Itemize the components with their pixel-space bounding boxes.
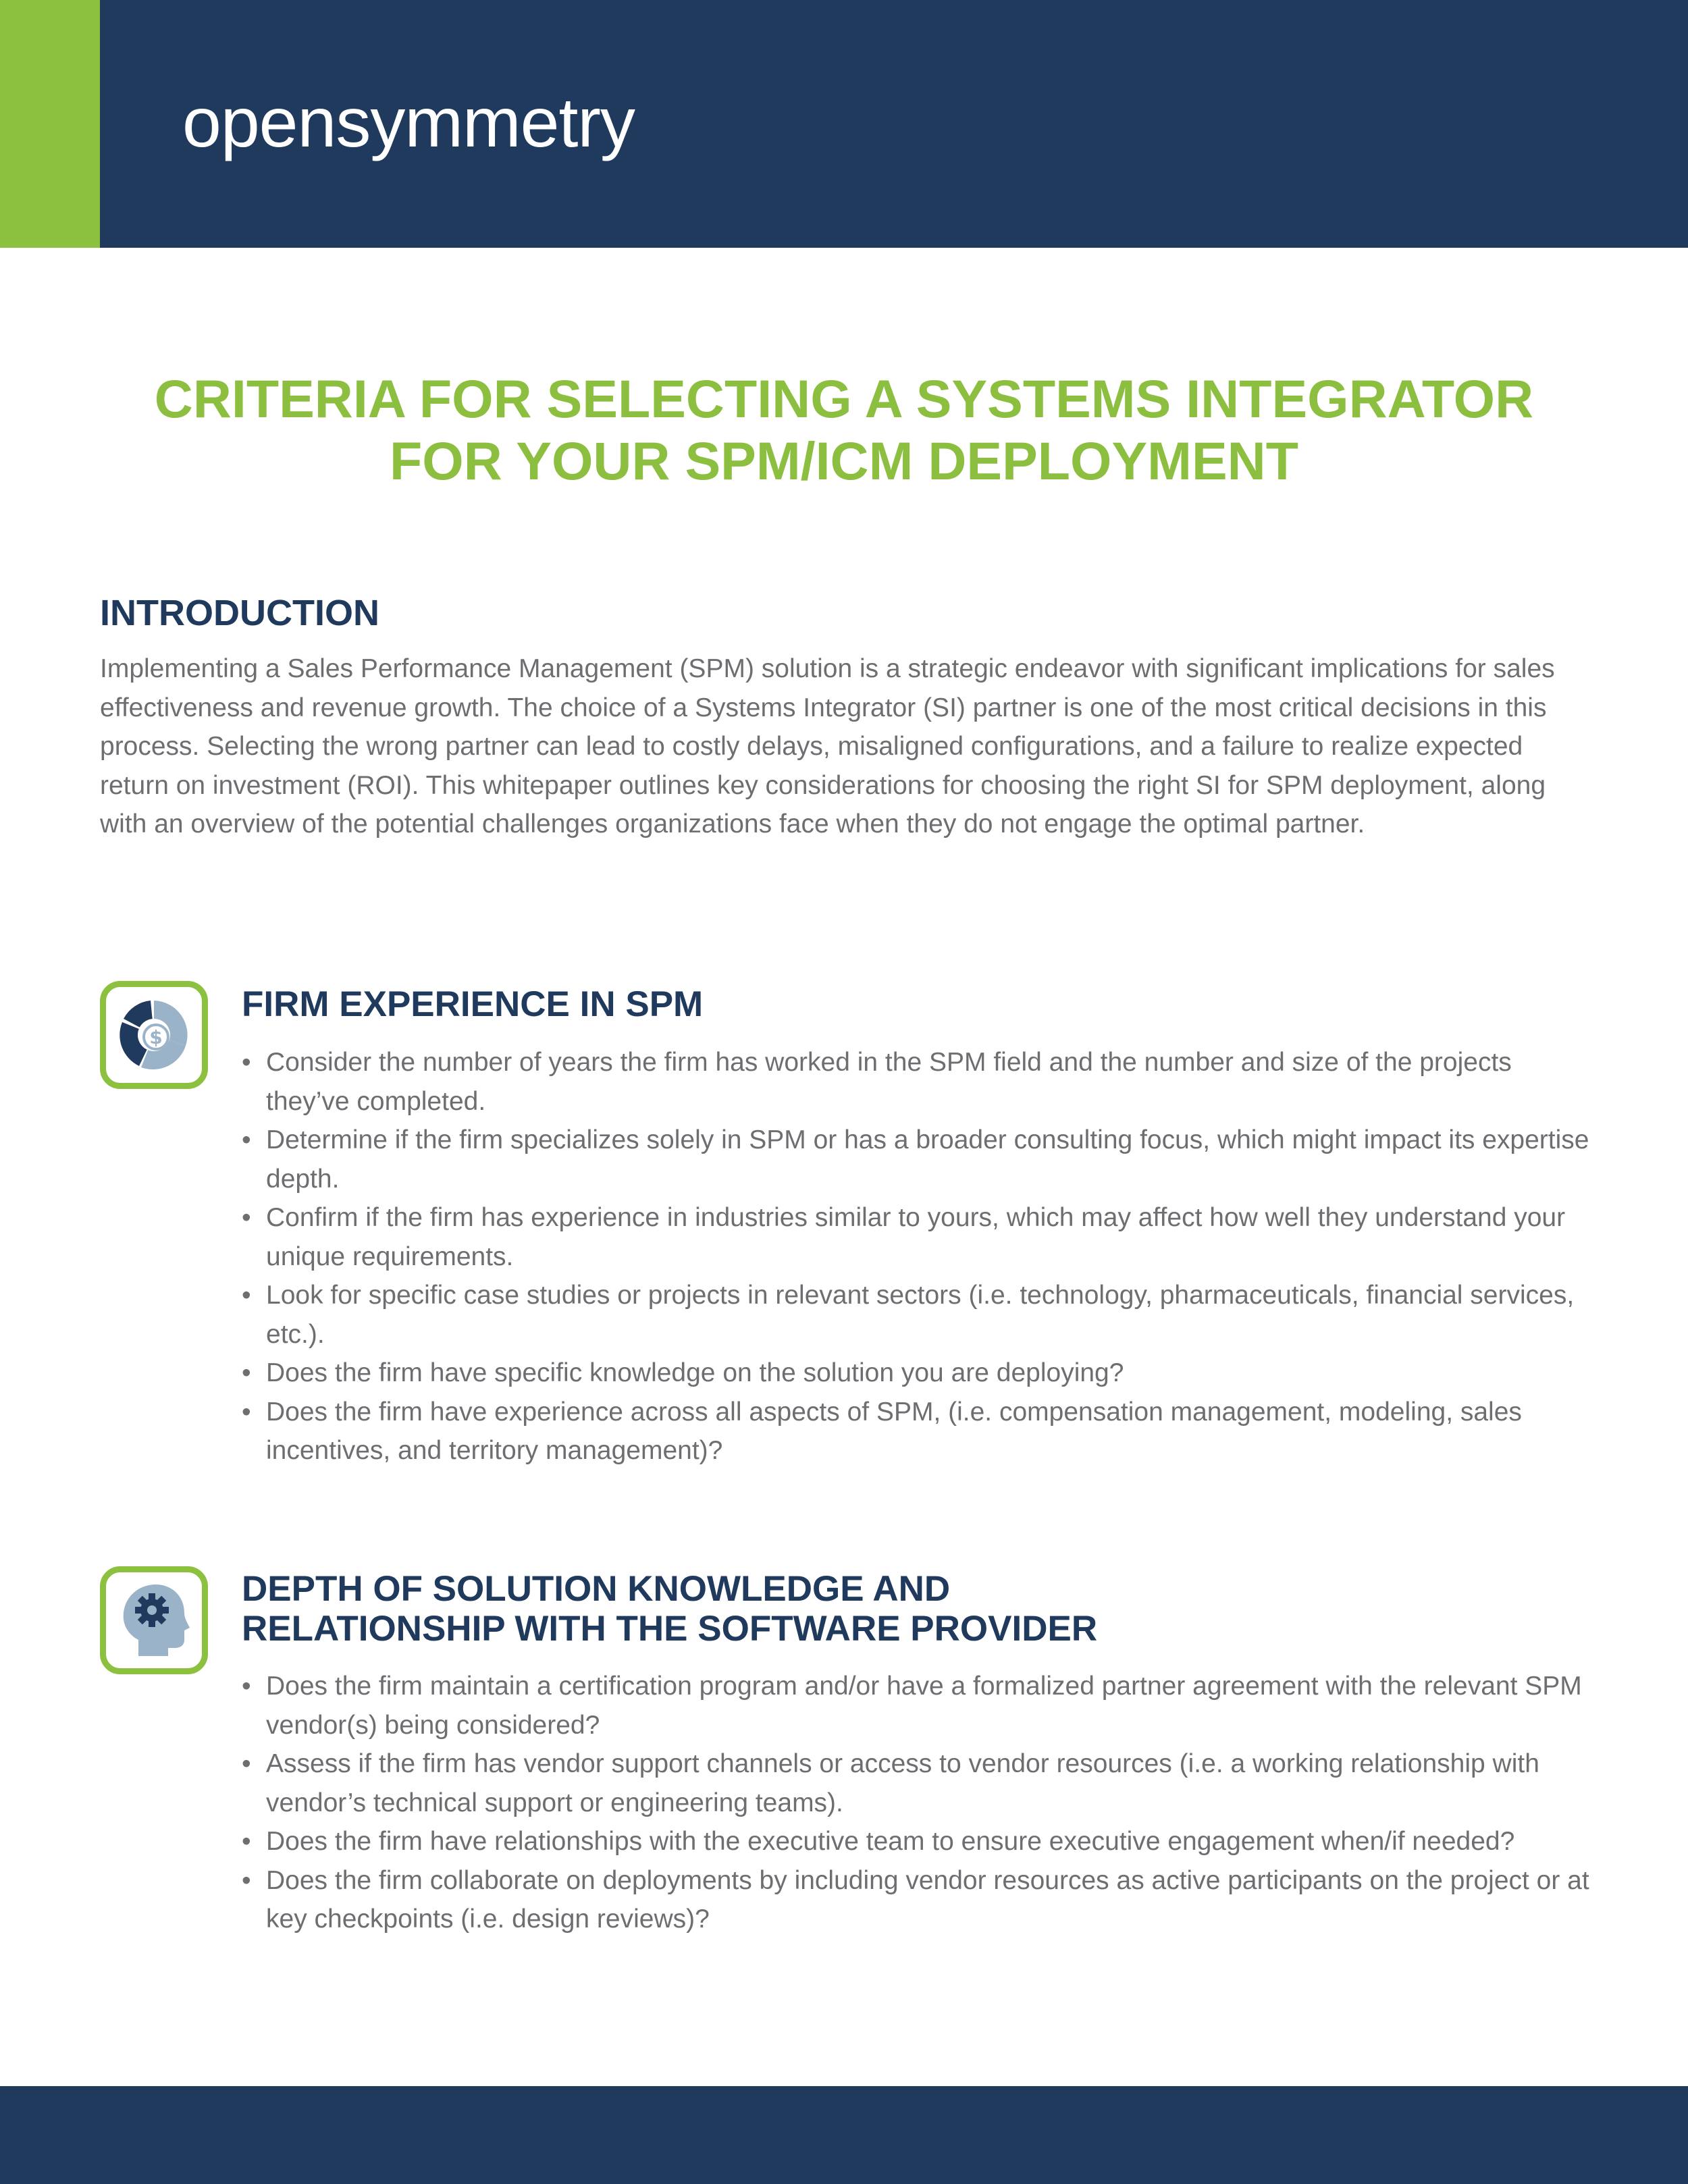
list-item: • Does the firm have experience across all aspects of SPM, (i.e. compensation management, modeling, sales incentives, and territory management)? [242,1393,1599,1470]
list-item: • Consider the number of years the firm has worked in the SPM field and the number and size of the projects they’ve completed. [242,1043,1599,1121]
section-heading-firm-experience [242,984,703,1024]
page-title-line-1: CRITERIA FOR SELECTING A SYSTEMS INTEGRATOR [154,369,1534,429]
section-heading-line: FIRM EXPERIENCE IN SPM [242,984,704,1024]
section-heading-line: RELATIONSHIP WITH THE SOFTWARE PROVIDER [242,1609,1098,1649]
header-accent-bar [0,0,100,248]
solution-knowledge-list [242,1667,1599,1939]
footer-banner [0,2086,1688,2184]
firm-experience-list [242,1043,1599,1470]
money-chart-icon [100,981,208,1089]
head-gear-icon-graphic [114,1580,194,1660]
introduction-heading: INTRODUCTION [100,593,379,633]
list-item: • Does the firm maintain a certification program and/or have a formalized partner agreement with the relevant SPM vendor(s) being considered? [242,1667,1599,1744]
list-item: • Confirm if the firm has experience in industries similar to yours, which may affect how well they understand your unique requirements. [242,1198,1599,1276]
list-item: • Does the firm collaborate on deployments by including vendor resources as active participants on the project or at key checkpoints (i.e. design reviews)? [242,1861,1599,1939]
list-item: • Look for specific case studies or projects in relevant sectors (i.e. technology, pharmaceuticals, financial services, etc.). [242,1276,1599,1354]
section-heading-solution-knowledge [242,1569,1097,1649]
brand-logo: opensymmetry [182,84,635,162]
head-gear-icon [100,1566,208,1674]
list-item: • Does the firm have specific knowledge on the solution you are deploying? [242,1354,1599,1393]
money-chart-icon-graphic [114,995,194,1075]
list-item: • Determine if the firm specializes solely in SPM or has a broader consulting focus, which might impact its expertise depth. [242,1121,1599,1198]
section-heading-line: DEPTH OF SOLUTION KNOWLEDGE AND [242,1569,951,1609]
introduction-body: Implementing a Sales Performance Management (SPM) solution is a strategic endeavor with significant implications for sales effectiveness and revenue growth. The choice of a Systems Integrator (SI) partner is one of the most critical decisions in this process. Selecting the wrong partner can lead to costly delays, misaligned configurations, and a failure to realize expected return on investment (ROI). This whitepaper outlines key considerations for choosing the right SI for SPM deployment, along with an overview of the potential challenges organizations face when they do not engage the optimal partner. [100,654,1555,838]
page-title-line-2: FOR YOUR SPM/ICM DEPLOYMENT [389,431,1298,491]
list-item: • Does the firm have relationships with the executive team to ensure executive engagement when/if needed? [242,1822,1599,1861]
svg-text:$: $ [149,1026,163,1048]
page-title [0,368,1688,492]
list-item: • Assess if the firm has vendor support channels or access to vendor resources (i.e. a working relationship with vendor’s technical support or engineering teams). [242,1744,1599,1822]
header-banner [0,0,1688,248]
